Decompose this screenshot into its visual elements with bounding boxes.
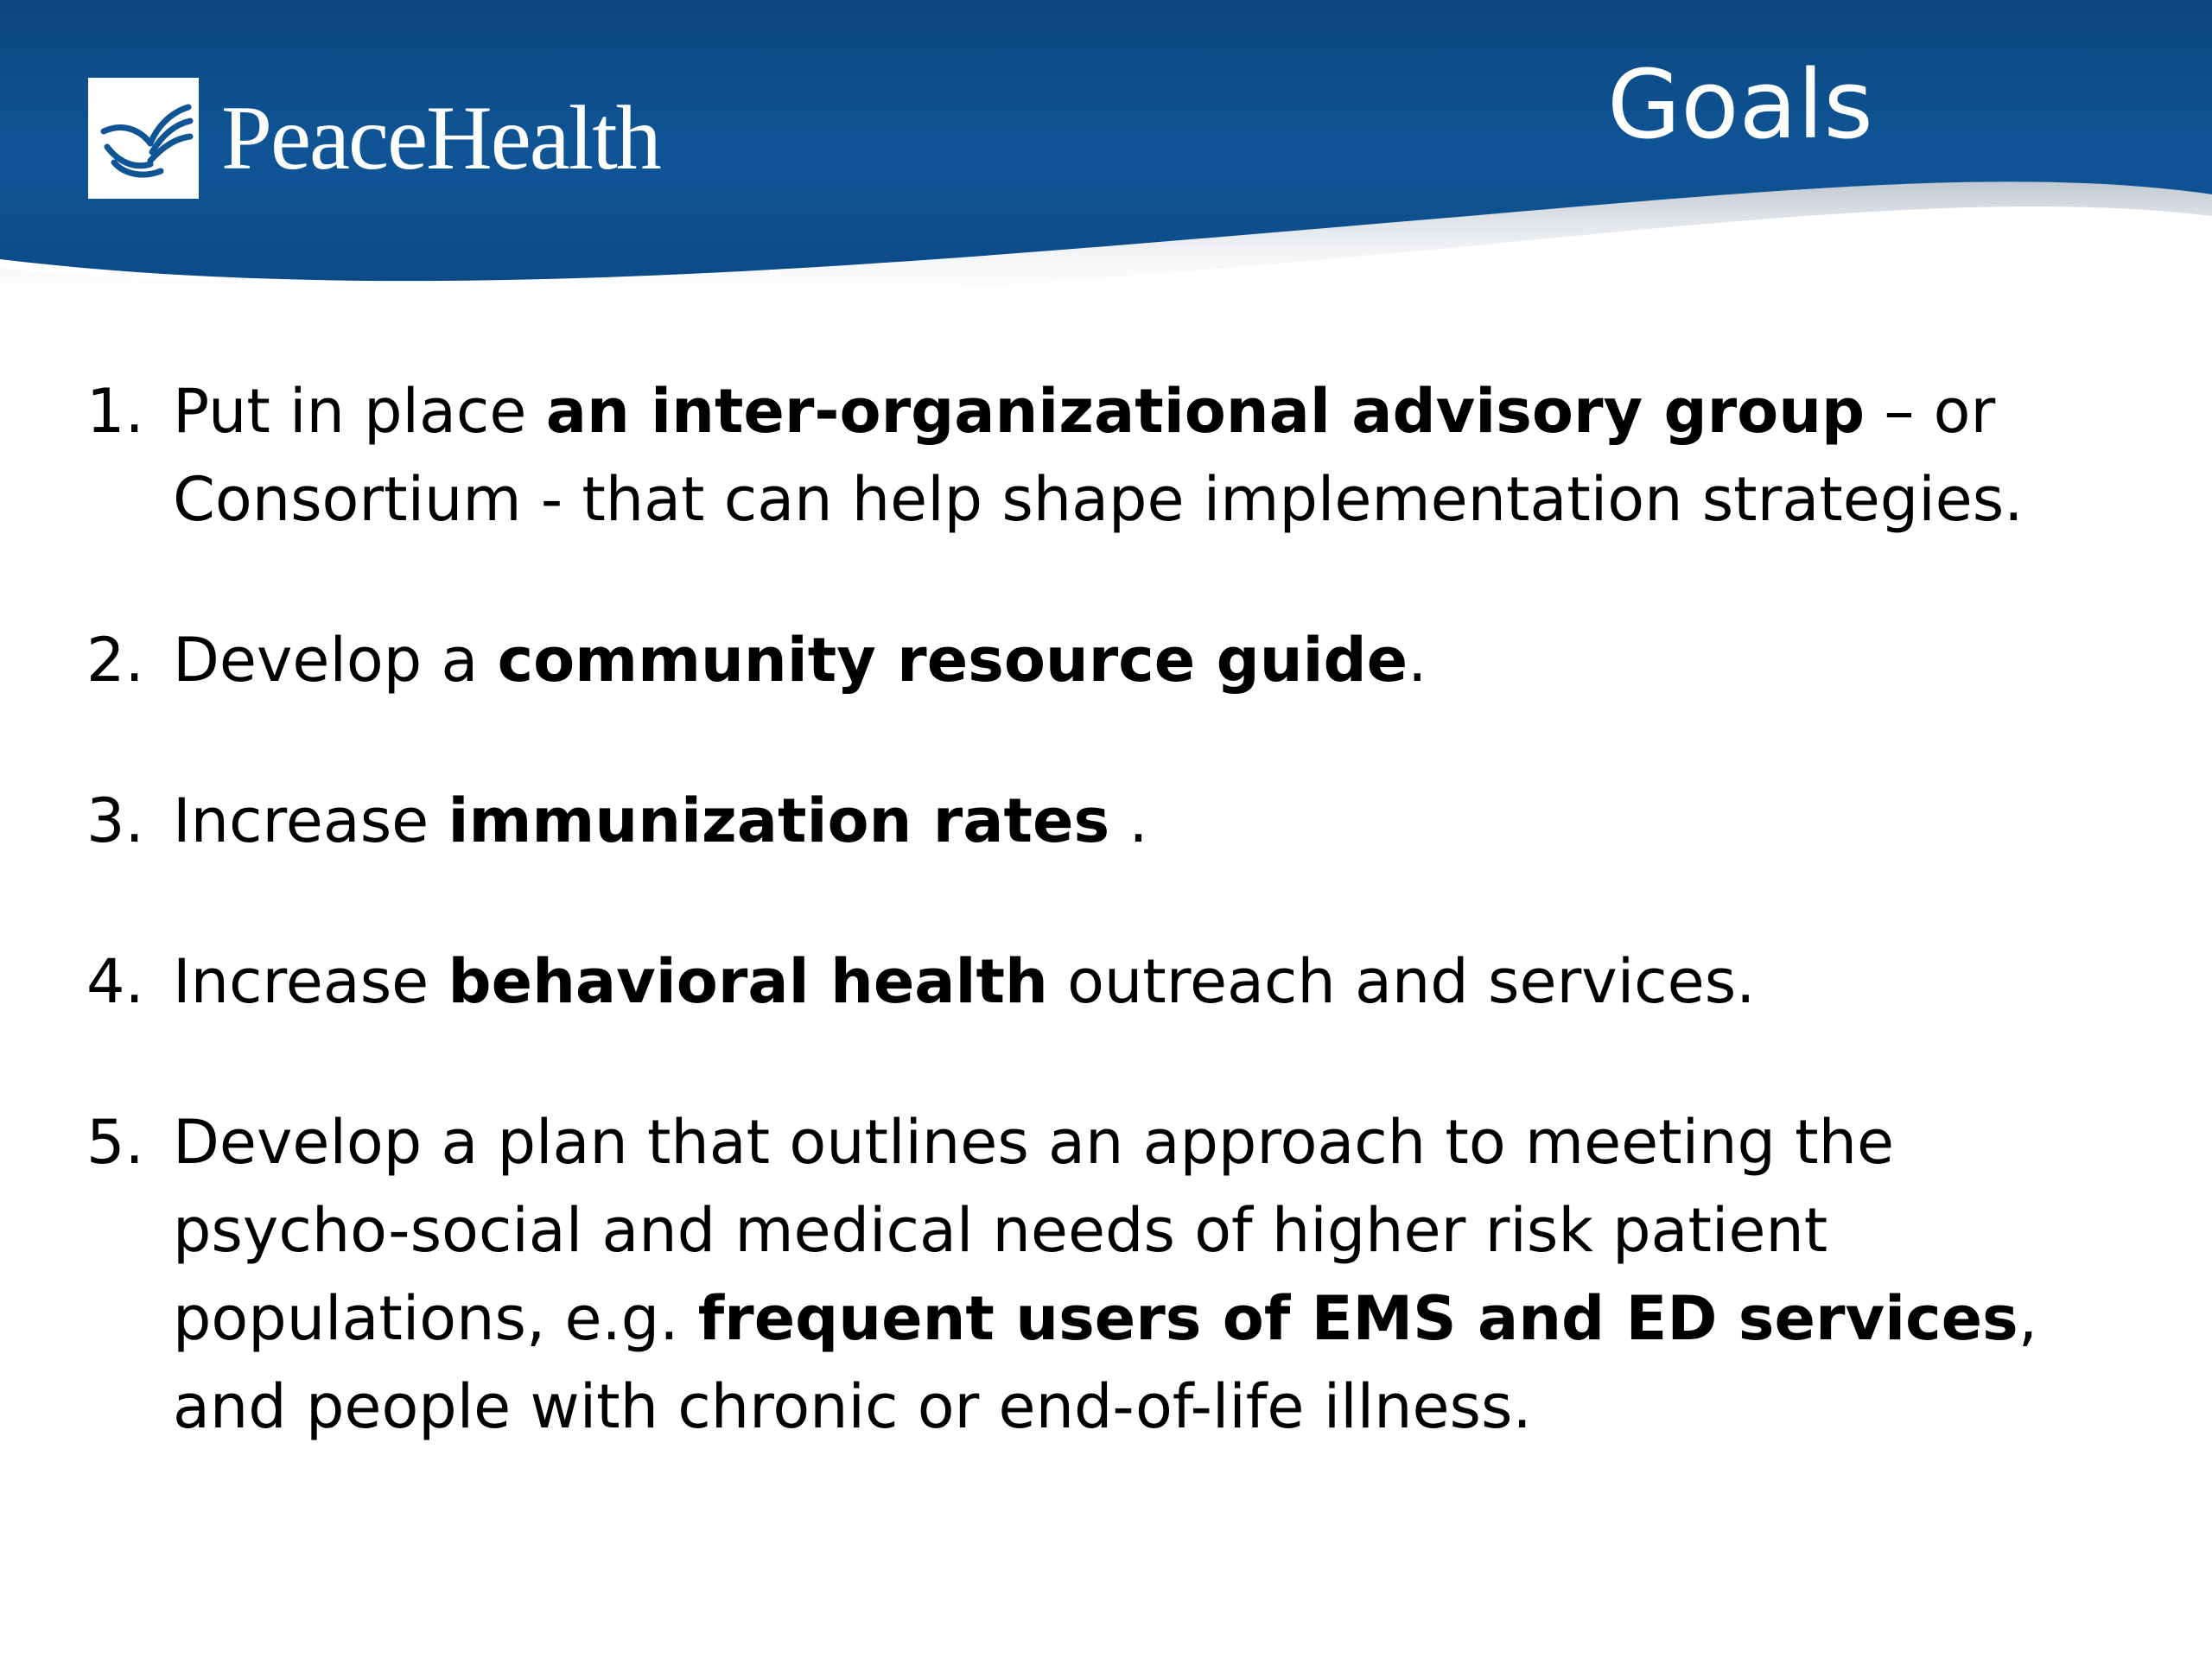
goal-emphasis: frequent users of EMS and ED services <box>697 1283 2018 1354</box>
goal-number: 2. <box>86 625 144 696</box>
dove-logo-icon <box>88 78 199 199</box>
goal-number: 3. <box>86 785 144 856</box>
goal-item <box>86 616 2126 704</box>
goal-text <box>173 367 2126 543</box>
goal-emphasis: immunization rates <box>448 785 1110 856</box>
logo-wordmark: PeaceHealth <box>221 87 660 188</box>
goal-text-segment: , and people with chronic or end-of-life illness. <box>173 1283 2037 1442</box>
goal-text-segment: . <box>1109 785 1148 856</box>
goal-emphasis: community resource guide <box>497 625 1408 696</box>
goal-text-segment: Increase <box>173 785 448 856</box>
goal-text-segment: Increase <box>173 946 448 1017</box>
goal-number: 4. <box>86 946 144 1017</box>
slide-title: Goals <box>1607 49 1873 160</box>
goal-text-segment: . <box>1408 625 1427 696</box>
goal-number: 1. <box>86 376 144 447</box>
goal-text-segment: Develop a plan that outlines an approach to meeting the psycho-social and medical needs of higher risk patient populations, e.g. <box>173 1107 1895 1354</box>
goal-text <box>173 777 2126 865</box>
goal-emphasis: behavioral health <box>448 946 1048 1017</box>
goal-item <box>86 1098 2126 1451</box>
goal-text-segment: Put in place <box>173 376 546 447</box>
goal-item <box>86 938 2126 1026</box>
goal-text-segment: – or Consortium - that can help shape implementation strategies. <box>173 376 2024 535</box>
goal-number: 5. <box>86 1107 144 1178</box>
peacehealth-logo <box>88 78 660 199</box>
goals-list <box>86 367 2126 1523</box>
goal-item <box>86 777 2126 865</box>
goal-text <box>173 1098 2126 1451</box>
goal-text <box>173 616 2126 704</box>
goal-emphasis: an inter-organizational advisory group <box>545 376 1866 447</box>
goal-text-segment: outreach and services. <box>1047 946 1756 1017</box>
goal-text-segment: Develop a <box>173 625 498 696</box>
goal-text <box>173 938 2126 1026</box>
goal-item <box>86 367 2126 543</box>
